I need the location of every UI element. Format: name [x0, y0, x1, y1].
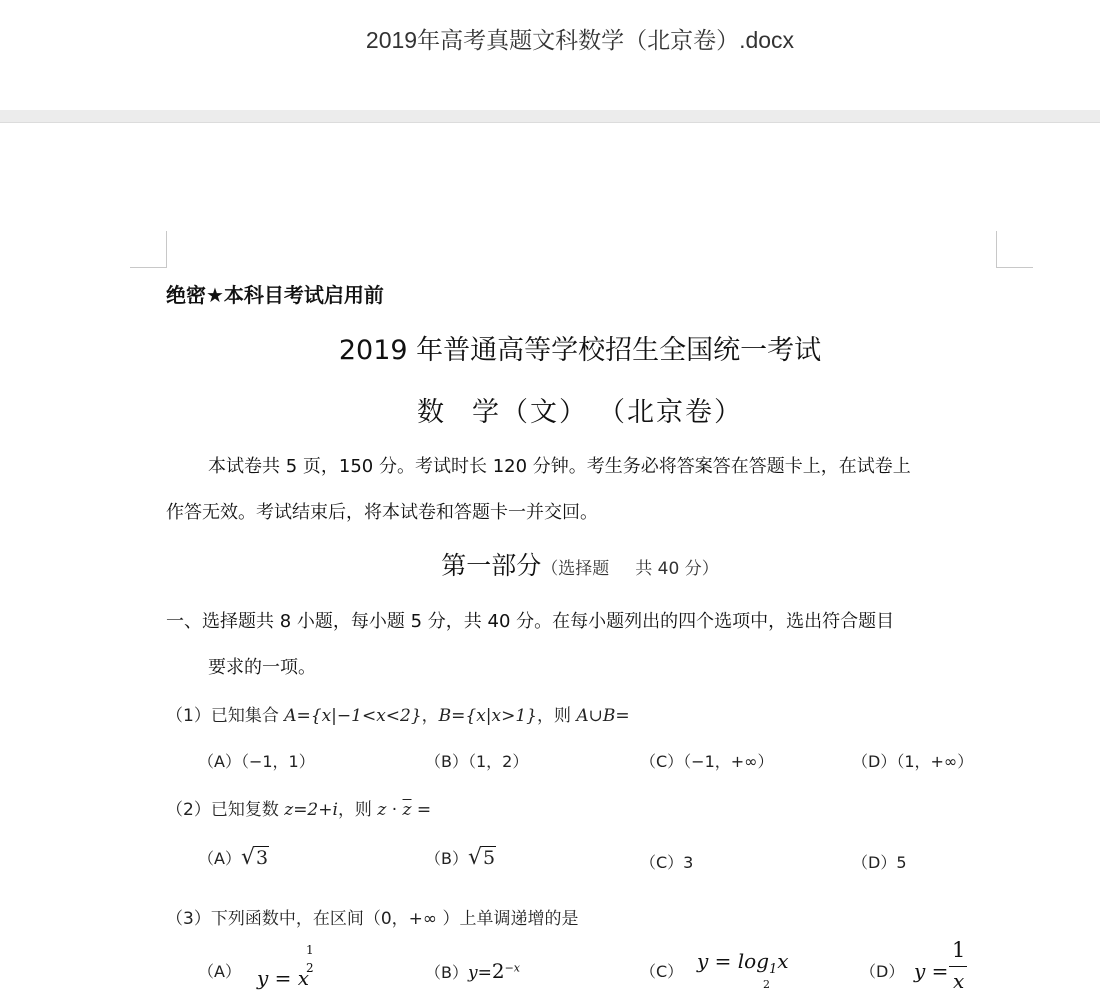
q1-then: ，则	[537, 706, 571, 726]
question-2	[166, 795, 431, 820]
part-note-b: 共 40 分）	[635, 559, 719, 579]
q2-option-b-label: （B）	[425, 849, 468, 868]
q3-option-a-expr: y = x	[257, 966, 310, 990]
q3-option-c-label: （C）	[640, 962, 684, 981]
exam-title: 2019 年普通高等学校招生全国统一考试	[338, 335, 822, 366]
title-bar	[0, 0, 1100, 110]
q1-option-d: （D）（1，+∞）	[852, 752, 974, 771]
q2-option-a-label: （A）	[198, 849, 241, 868]
q3-option-b-base: 2	[491, 959, 505, 983]
intro-line-2: 作答无效。考试结束后，将本试卷和答题卡一并交回。	[166, 502, 598, 523]
q3-option-a-label: （A）	[198, 962, 241, 981]
q2-option-b-radicand: 5	[483, 847, 496, 869]
q3-option-b-label: （B）	[425, 963, 468, 982]
q3-option-c-sub: 1	[769, 962, 778, 977]
q2-option-a	[198, 845, 269, 870]
q2-option-d: （D）5	[852, 853, 907, 872]
intro-line-1: 本试卷共 5 页，150 分。考试时长 120 分钟。考生务必将答案答在答题卡上，在试卷上	[208, 456, 911, 477]
subject-sub: （北京卷）	[598, 397, 743, 428]
q1-set-b: B={x|x>1}	[438, 706, 537, 726]
sqrt-icon: √3	[240, 845, 269, 870]
question-3: （3）下列函数中，在区间（0，+∞ ）上单调递增的是	[166, 909, 579, 929]
q1-union: A∪B=	[576, 706, 630, 726]
q3-option-c-expr	[697, 949, 789, 977]
q2-option-b	[425, 845, 496, 870]
q1-prefix: （1）已知集合	[166, 706, 279, 726]
q3-option-d-expr: y =	[914, 959, 949, 983]
q1-option-c: （C）（−1，+∞）	[640, 752, 774, 771]
sqrt-icon: √5	[467, 845, 496, 870]
q2-expr-z: z	[377, 800, 387, 820]
q3-option-c-log: y = log	[697, 949, 770, 973]
crop-mark-top-left	[130, 231, 167, 268]
q2-expr-eq: =	[411, 800, 432, 820]
q1-set-a: A={x|−1<x<2}	[284, 706, 422, 726]
q3-option-b-exp: −x	[504, 961, 520, 975]
q3-option-c-x: x	[777, 949, 789, 973]
q2-expr-zbar: $\overline{z}$	[402, 800, 412, 820]
document-title: 2019年高考真题文科数学（北京卷）.docx	[365, 27, 795, 53]
q3-option-a-exp-den: 2	[306, 961, 314, 975]
q2-z: z=2+i	[284, 800, 338, 820]
q2-then: ，则	[337, 800, 372, 820]
q1-option-a: （A）（−1，1）	[198, 752, 315, 771]
toolbar-separator	[0, 110, 1100, 123]
part-note-a: （选择题	[541, 559, 610, 579]
q3-option-b	[425, 959, 520, 983]
document-page[interactable]	[0, 123, 1100, 993]
section-instructions-2: 要求的一项。	[208, 657, 316, 678]
q2-prefix: （2）已知复数	[166, 800, 279, 820]
q3-option-b-y: y=	[467, 963, 492, 983]
confidential-line: 绝密★本科目考试启用前	[166, 283, 384, 307]
question-1: （1）已知集合 A={x|−1<x<2}，B={x|x>1}，则 A∪B=	[166, 706, 630, 726]
q2-option-a-radicand: 3	[255, 847, 269, 869]
subject-title	[0, 390, 1100, 429]
q3-option-d-label: （D）	[860, 962, 905, 981]
q3-option-d-num: 1	[952, 938, 966, 962]
q2-expr-dot: ·	[386, 800, 403, 820]
crop-mark-top-right	[996, 231, 1033, 268]
q3-option-c-sub-den: 2	[763, 978, 770, 991]
q1-option-b: （B）（1，2）	[425, 752, 529, 771]
section-instructions-1: 一、选择题共 8 小题，每小题 5 分，共 40 分。在每小题列出的四个选项中，选出符合题目	[166, 611, 895, 632]
q3-option-d-den: x	[953, 969, 965, 993]
fraction-bar	[949, 966, 967, 967]
subject-main: 数	[417, 397, 446, 428]
subject-main2: 学（文）	[472, 397, 588, 428]
part-heading	[0, 546, 1100, 582]
q3-option-a-exp-num: 1	[306, 943, 314, 957]
q2-option-c: （C）3	[640, 853, 694, 872]
part-title: 第一部分	[441, 551, 542, 580]
